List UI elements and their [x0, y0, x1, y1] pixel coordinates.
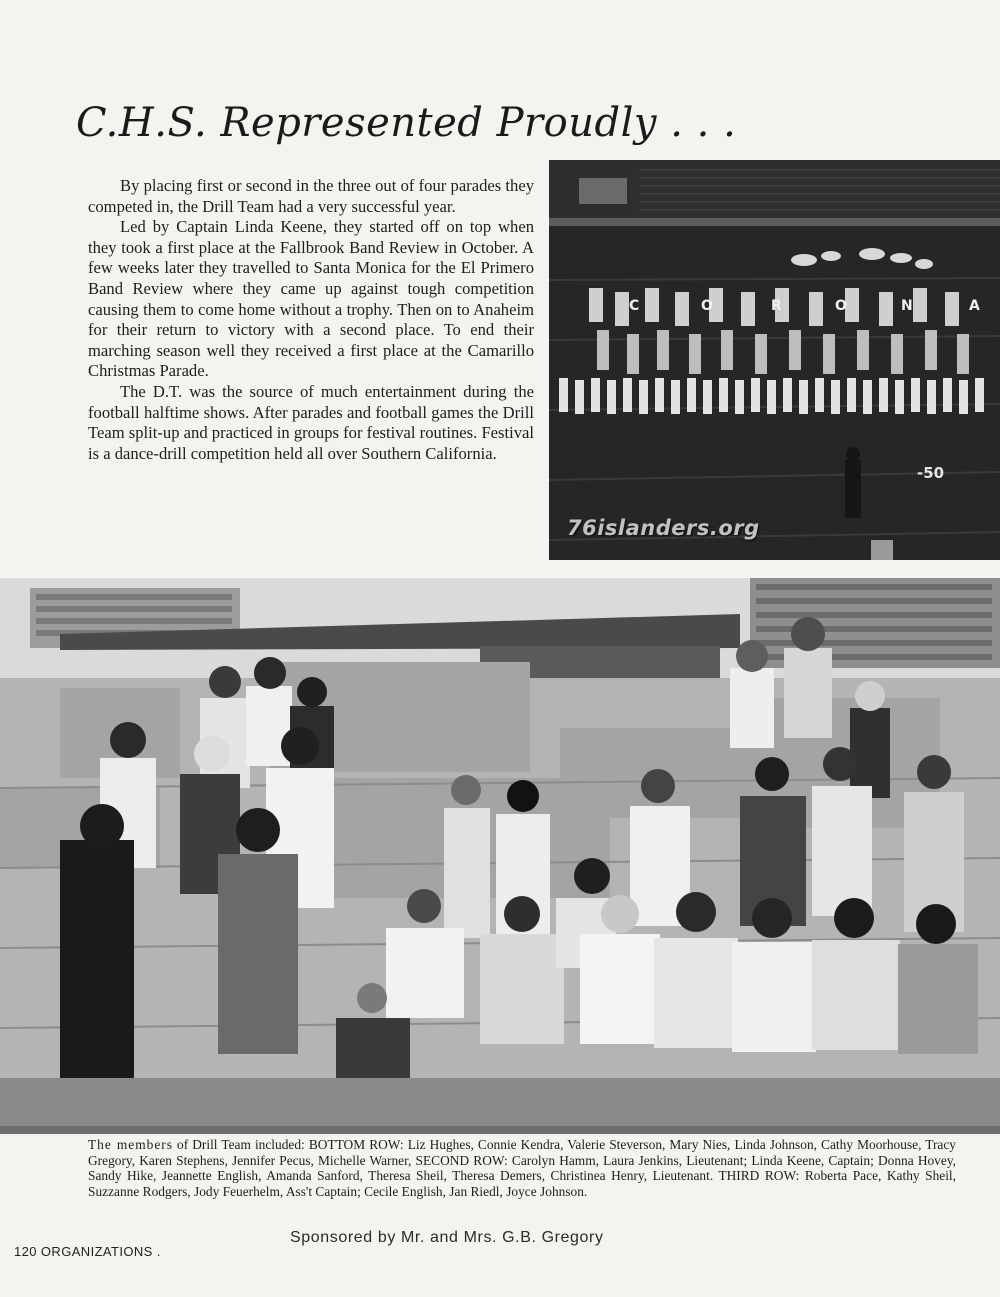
- page-folio: 120 ORGANIZATIONS .: [14, 1244, 161, 1259]
- article-body: [88, 176, 534, 464]
- instrument-letter: C: [629, 298, 640, 314]
- sponsor-line: Sponsored by Mr. and Mrs. G.B. Gregory: [290, 1229, 604, 1246]
- caption-text: of Drill Team included: BOTTOM ROW: Liz Hughes, Connie Kendra, Valerie Steverson, Mary Nies, Linda Johnson, Cathy Moorhouse, Tracy Gregory, Karen Stephens, Jennifer Pecus, Michelle Warner, SECOND ROW: Carolyn Hamm, Laura Jenkins, Lieutenant; Linda Keene, Captain; Donna Hovey, Sandy Hike, Jeannette English, Amanda Sanford, Theresa Sheil, Theresa Demers, Christinea Henry, Lieutenant. THIRD ROW: Roberta Pace, Kathy Sheil, Suzzanne Rodgers, Jody Feuerhelm, Ass't Captain; Cecile English, Jan Riedl, Joyce Johnson.: [88, 1137, 957, 1199]
- bus-shape: [579, 178, 627, 204]
- article-paragraph: Led by Captain Linda Keene, they started off on top when they took a first place at the Fallbrook Band Review in October. A few weeks later they travelled to Santa Monica for the El Primero Band Review where they came up against tough competition causing them to come home without a trophy. Then on to Anaheim for their return to victory with a second place. To end their marching season well they received a first place at the Camarillo Christmas Parade.: [88, 217, 534, 381]
- instrument-letter: O: [701, 298, 713, 314]
- band-field-illustration: [549, 160, 1000, 560]
- drill-team-group-photo: [0, 578, 1000, 1134]
- page-title: C.H.S. Represented Proudly . . .: [76, 100, 737, 146]
- group-photo-illustration: [0, 578, 1000, 1134]
- photo-caption: [88, 1137, 956, 1199]
- caption-lead: The members: [88, 1137, 173, 1152]
- instrument-letter: O: [835, 298, 847, 314]
- band-field-photo: [549, 160, 1000, 560]
- yard-marker: -50: [917, 464, 945, 482]
- instrument-letter: A: [969, 298, 980, 314]
- watermark-text: 76islanders.org: [567, 516, 760, 540]
- instrument-letter: R: [771, 298, 782, 314]
- article-paragraph: By placing first or second in the three out of four parades they competed in, the Drill Team had a very successful year.: [88, 176, 534, 216]
- article-paragraph: The D.T. was the source of much entertainment during the football halftime shows. After parades and football games the Drill Team split-up and practiced in groups for festival routines. Festival is a dance-drill competition held all over Southern California.: [88, 381, 534, 463]
- instrument-letter: N: [901, 298, 913, 314]
